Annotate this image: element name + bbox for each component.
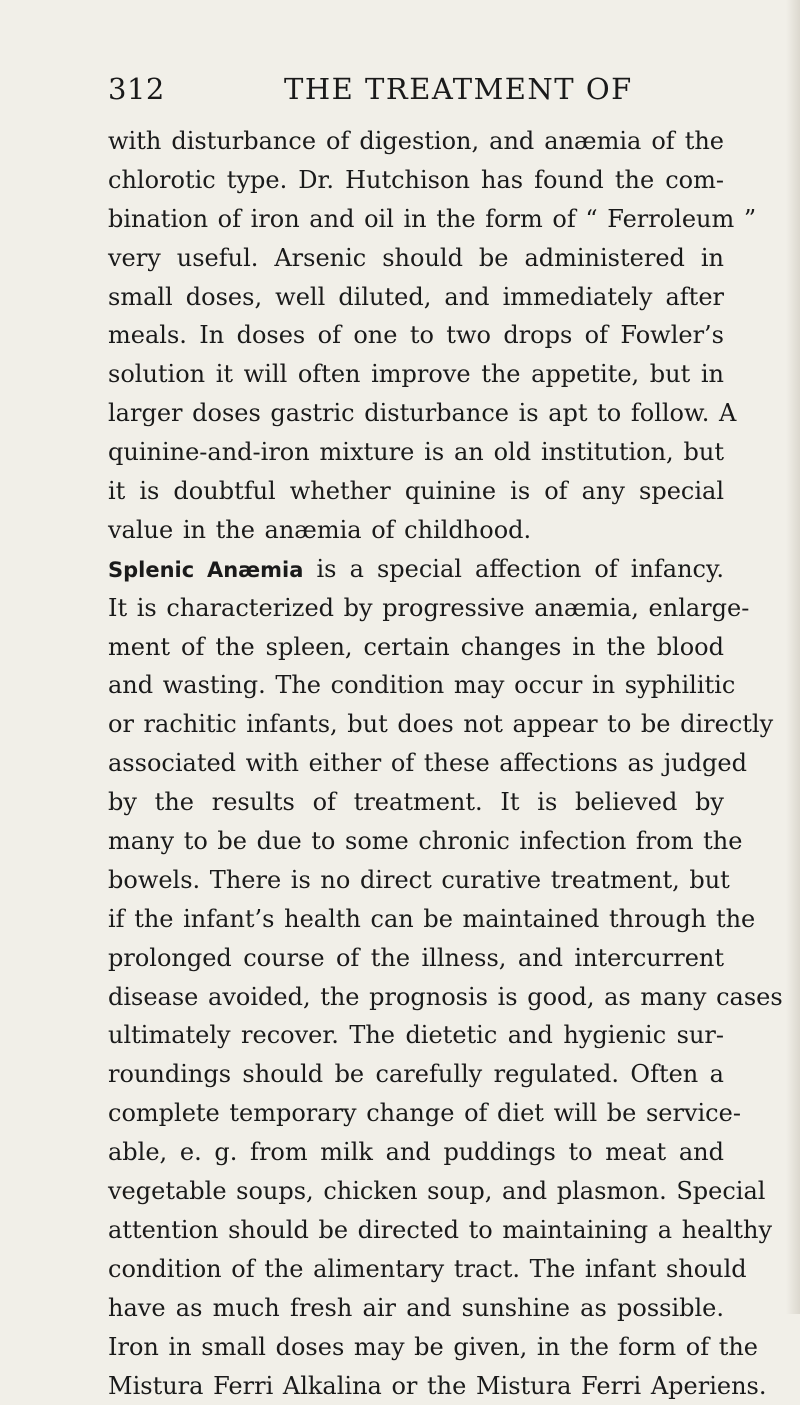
text-line: by the results of treatment. It is believed by bbox=[108, 783, 724, 822]
text-line: solution it will often improve the appetite, but in bbox=[108, 355, 724, 394]
text-line: it is doubtful whether quinine is of any special bbox=[108, 472, 724, 511]
text-line: if the infant’s health can be maintained through the bbox=[108, 900, 724, 939]
text-line-rest: is a special affection of infancy. bbox=[303, 555, 724, 583]
text-line: attention should be directed to maintaining a healthy bbox=[108, 1211, 724, 1250]
text-line: bowels. There is no direct curative treatment, but bbox=[108, 861, 724, 900]
text-line: small doses, well diluted, and immediately after bbox=[108, 278, 724, 317]
text-line: prolonged course of the illness, and intercurrent bbox=[108, 939, 724, 978]
text-line: It is characterized by progressive anæmia, enlarge- bbox=[108, 589, 724, 628]
text-line: roundings should be carefully regulated. Often a bbox=[108, 1055, 724, 1094]
running-head bbox=[108, 72, 728, 112]
text-line: condition of the alimentary tract. The infant should bbox=[108, 1250, 724, 1289]
text-line: ultimately recover. The dietetic and hygienic sur- bbox=[108, 1016, 724, 1055]
text-line: very useful. Arsenic should be administered in bbox=[108, 239, 724, 278]
text-line: Iron in small doses may be given, in the form of the bbox=[108, 1328, 724, 1367]
text-line-first bbox=[108, 550, 724, 589]
text-line: associated with either of these affections as judged bbox=[108, 744, 724, 783]
text-line: meals. In doses of one to two drops of Fowler’s bbox=[108, 316, 724, 355]
text-line: and wasting. The condition may occur in syphilitic bbox=[108, 666, 724, 705]
paragraph-anaemia-treatment bbox=[108, 122, 724, 550]
running-title: THE TREATMENT OF bbox=[284, 72, 633, 106]
text-line: able, e. g. from milk and puddings to meat and bbox=[108, 1133, 724, 1172]
text-line: have as much fresh air and sunshine as possible. bbox=[108, 1289, 724, 1328]
text-line: ment of the spleen, certain changes in the blood bbox=[108, 628, 724, 667]
text-line: complete temporary change of diet will be service- bbox=[108, 1094, 724, 1133]
run-in-heading: Splenic Anæmia bbox=[108, 558, 303, 582]
text-line: value in the anæmia of childhood. bbox=[108, 511, 724, 550]
text-line: or rachitic infants, but does not appear to be directly bbox=[108, 705, 724, 744]
text-line: chlorotic type. Dr. Hutchison has found the com- bbox=[108, 161, 724, 200]
body-text bbox=[108, 122, 724, 1405]
text-line: many to be due to some chronic infection from the bbox=[108, 822, 724, 861]
text-line: with disturbance of digestion, and anæmia of the bbox=[108, 122, 724, 161]
text-line: bination of iron and oil in the form of “ Ferroleum ” bbox=[108, 200, 724, 239]
text-line: disease avoided, the prognosis is good, as many cases bbox=[108, 978, 724, 1017]
text-line: larger doses gastric disturbance is apt to follow. A bbox=[108, 394, 724, 433]
text-line: vegetable soups, chicken soup, and plasmon. Special bbox=[108, 1172, 724, 1211]
page-number: 312 bbox=[108, 72, 165, 106]
text-line: Mistura Ferri Alkalina or the Mistura Ferri Aperiens. bbox=[108, 1367, 724, 1405]
text-line: quinine-and-iron mixture is an old institution, but bbox=[108, 433, 724, 472]
paragraph-splenic-anaemia bbox=[108, 550, 724, 1405]
page-edge-shadow bbox=[786, 0, 800, 1314]
